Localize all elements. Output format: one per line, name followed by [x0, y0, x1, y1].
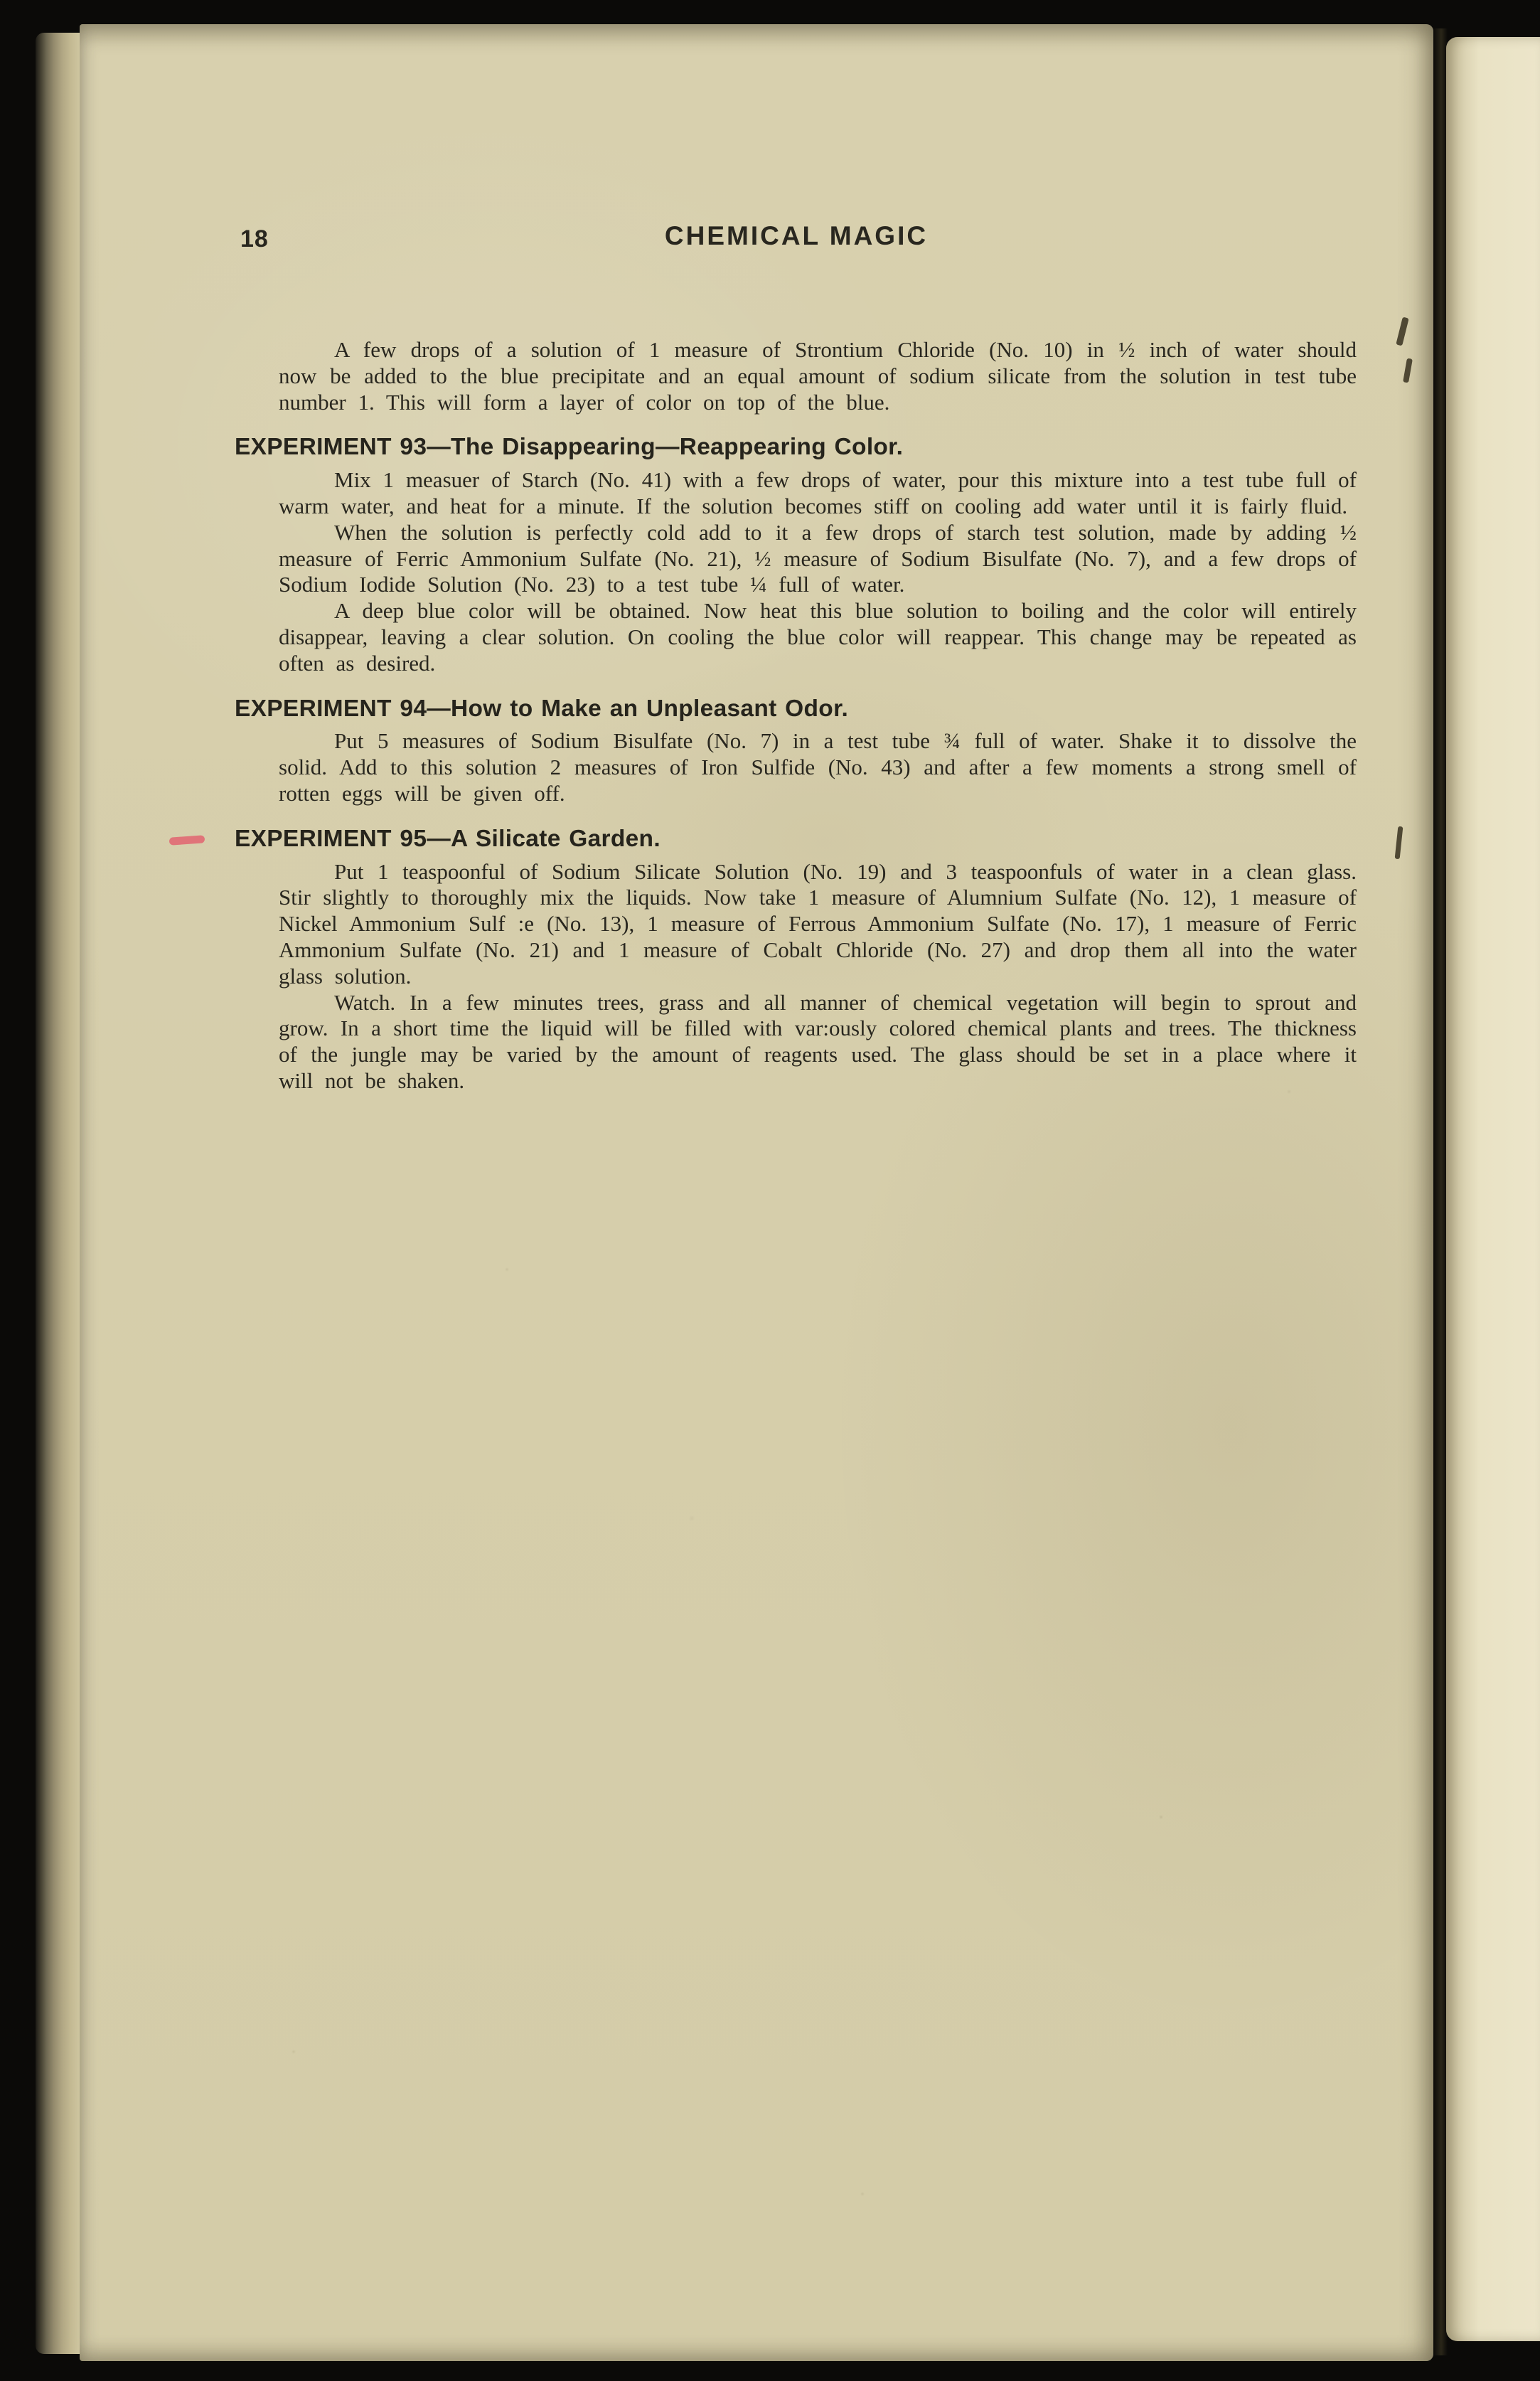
experiment-95-paragraph: Watch. In a few minutes trees, grass and all manner of chemical vegetation will begin to sprout and grow. In a short time the liquid will be filled with var:ously colored chemical plants and trees. The thickness of the jungle may be varied by the amount of reagents used. The glass should be set in a place where it will not be shaken.: [279, 989, 1357, 1093]
experiment-94-heading-row: [235, 696, 1358, 723]
book-page: [80, 24, 1433, 2361]
experiment-93-paragraph: When the solution is perfectly cold add to it a few drops of starch test solution, made by adding ½ measure of Ferric Ammonium Sulfate (No. 21), ½ measure of Sodium Bisulfate (No. 7), and a few drops of Sodium Iodide Solution (No. 23) to a test tube ¼ full of water.: [279, 519, 1357, 597]
experiment-93-title: EXPERIMENT 93—The Disappearing—Reappearing Color.: [235, 434, 904, 461]
page-number: 18: [240, 225, 269, 252]
page-header-row: [235, 223, 1358, 256]
intro-paragraph: A few drops of a solution of 1 measure of Strontium Chloride (No. 10) in ½ inch of water should now be added to the blue precipitate and an equal amount of sodium silicate from the solution in test tube number 1. This will form a layer of color on top of the blue.: [279, 337, 1357, 415]
paper-texture-specks: [80, 24, 81, 26]
experiment-95-title: EXPERIMENT 95—A Silicate Garden.: [235, 825, 661, 852]
ink-mark: [1403, 358, 1413, 383]
experiment-93-paragraph: A deep blue color will be obtained. Now heat this blue solution to boiling and the color will entirely disappear, leaving a clear solution. On cooling the blue color will reappear. This change may be repeated as often as desired.: [279, 598, 1357, 676]
experiment-94-title: EXPERIMENT 94—How to Make an Unpleasant Odor.: [235, 695, 849, 722]
running-title: CHEMICAL MAGIC: [664, 221, 929, 250]
ink-mark: [1395, 826, 1403, 859]
experiment-95-paragraph: Put 1 teaspoonful of Sodium Silicate Solution (No. 19) and 3 teaspoonfuls of water in a clean glass. Stir slightly to thoroughly mix the liquids. Now take 1 measure of Alumnium Sulfate (No. 12), 1 measure of Nickel Ammonium Sulf :e (No. 13), 1 measure of Ferrous Ammonium Sulfate (No. 17), 1 measure of Ferric Ammonium Sulfate (No. 21) and 1 measure of Cobalt Chloride (No. 27) and drop them all into the water glass solution.: [279, 858, 1357, 989]
page-gutter-shadow: [1433, 28, 1448, 2355]
pink-pencil-mark: [169, 835, 205, 845]
book-page-edges: [36, 33, 81, 2354]
experiment-93-heading-row: [235, 435, 1358, 461]
experiment-93-paragraph: Mix 1 measuer of Starch (No. 41) with a few drops of water, pour this mixture into a test tube full of warm water, and heat for a minute. If the solution becomes stiff on cooling add water until it is fairly fluid.: [279, 467, 1357, 518]
page-content: [235, 223, 1358, 1094]
adjacent-page-edge: [1446, 37, 1540, 2341]
ink-mark: [1396, 317, 1408, 346]
experiment-94-paragraph: Put 5 measures of Sodium Bisulfate (No. 7) in a test tube ¾ full of water. Shake it to dissolve the solid. Add to this solution 2 measures of Iron Sulfide (No. 43) and after a few moments a strong smell of rotten eggs will be given off.: [279, 728, 1357, 806]
experiment-95-heading-row: [235, 826, 1358, 853]
